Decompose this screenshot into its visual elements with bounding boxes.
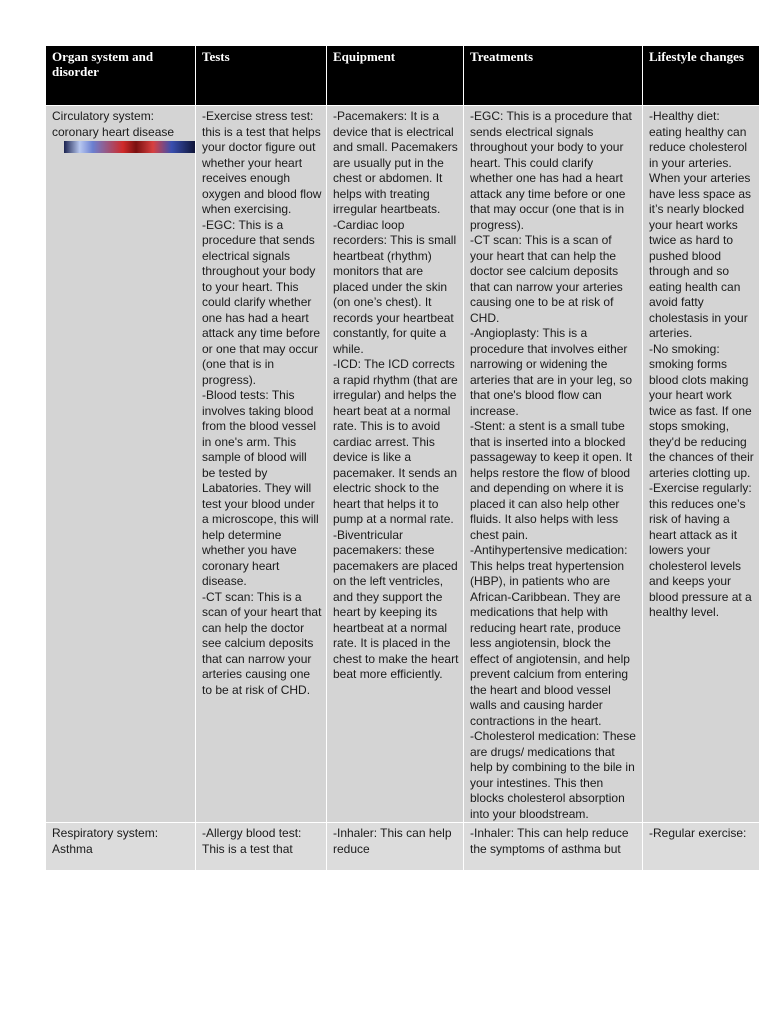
cell-organ — [46, 106, 196, 823]
table-row-respiratory — [46, 823, 760, 871]
tests-text: -Allergy blood test: This is a test that — [202, 826, 302, 856]
cell-lifestyle — [643, 823, 760, 871]
header-treatments: Treatments — [464, 46, 643, 106]
cell-lifestyle — [643, 106, 760, 823]
cell-organ — [46, 823, 196, 871]
header-organ-system: Organ system and disorder — [46, 46, 196, 106]
organ-label: Circulatory system: coronary heart disease — [52, 109, 175, 139]
lifestyle-text: -Regular exercise: — [649, 826, 747, 840]
header-tests: Tests — [196, 46, 327, 106]
cell-treatments — [464, 106, 643, 823]
table-row-circulatory — [46, 106, 760, 823]
tests-text: -Exercise stress test: this is a test that helps your doctor figure out whether your heart receives enough oxygen and blood flow when exercising. -EGC: This is a procedure that sends electrical signals throughout your body to your heart. This could clarify whether one has had a heart attack any time before or one that may occur (one that is in progress). -Blood tests: This involves taking blood from the blood vessel in one's arm. This sample of blood will be tested by Labatories. They will test your blood under a microscope, this will help determine whether you have coronary heart disease. -CT scan: This is a scan of your heart that can help the doctor see calcium deposits that can narrow your arteries causing one to be at risk of CHD. — [202, 109, 322, 697]
treatments-text: -EGC: This is a procedure that sends electrical signals throughout your body to your heart. This could clarify whether one has had a heart attack any time before or one that may occur (one that is in progress). -CT scan: This is a scan of your heart that can help the doctor see calcium deposits that can narrow your arteries causing one to be at risk of CHD. -Angioplasty: This is a procedure that involves either narrowing or widening the arteries that are in your leg, so that one's blood flow can increase. -Stent: a stent is a small tube that is inserted into a blocked passageway to keep it open. It helps restore the flow of blood and depending on where it is placed it can also help other fluids. It also helps with less chest pain. -Antihypertensive medication: This helps treat hypertension (HBP), in patients who are African-Caribbean. They are medications that help with reducing heart rate, produce less angiotensin, block the effect of angiotensin, and help prevent calcium from entering the heart and blood vessel walls and causing harder contractions in the heart. -Cholesterol medication: These are drugs/ medications that help by combining to the bile in your intestines. This then blocks cholesterol absorption into your bloodstream. — [470, 109, 636, 821]
cell-tests — [196, 106, 327, 823]
cell-treatments — [464, 823, 643, 871]
organ-label: Respiratory system: Asthma — [52, 826, 159, 856]
header-row — [46, 46, 760, 106]
treatments-text: -Inhaler: This can help reduce the symptoms of asthma but — [470, 826, 629, 856]
header-lifestyle: Lifestyle changes — [643, 46, 760, 106]
cell-equipment — [327, 823, 464, 871]
heart-image — [64, 141, 195, 153]
disorder-table — [45, 45, 760, 871]
equipment-text: -Inhaler: This can help reduce — [333, 826, 452, 856]
lifestyle-text: -Healthy diet: eating healthy can reduce cholesterol in your arteries. When your arteries have less space as it’s nearly blocked your heart works twice as hard to pushed blood through and so eating health can avoid fatty cholestasis in your arteries. -No smoking: smoking forms blood clots making your heart work twice as fast. If one stops smoking, they'd be reducing the chances of their arteries clotting up. -Exercise regularly: this reduces one’s risk of having a heart attack as it lowers your cholesterol levels and keeps your blood pressure at a healthy level. — [649, 109, 754, 619]
equipment-text: -Pacemakers: It is a device that is electrical and small. Pacemakers are usually put in the chest or abdomen. It helps with treating irregular heartbeats. -Cardiac loop recorders: This is small heartbeat (rhythm) monitors that are placed under the skin (on one’s chest). It records your heartbeat constantly, for quite a while. -ICD: The ICD corrects a rapid rhythm (that are irregular) and helps the heart beat at a normal rate. This is to avoid cardiac arrest. This device is like a pacemaker. It sends an electric shock to the heart that helps it to pump at a normal rate. -Biventricular pacemakers: these pacemakers are placed on the left ventricles, and they support the heart by keeping its heartbeat at a normal rate. It is placed in the chest to make the heart beat more efficiently. — [333, 109, 459, 681]
header-equipment: Equipment — [327, 46, 464, 106]
cell-equipment — [327, 106, 464, 823]
cell-tests — [196, 823, 327, 871]
